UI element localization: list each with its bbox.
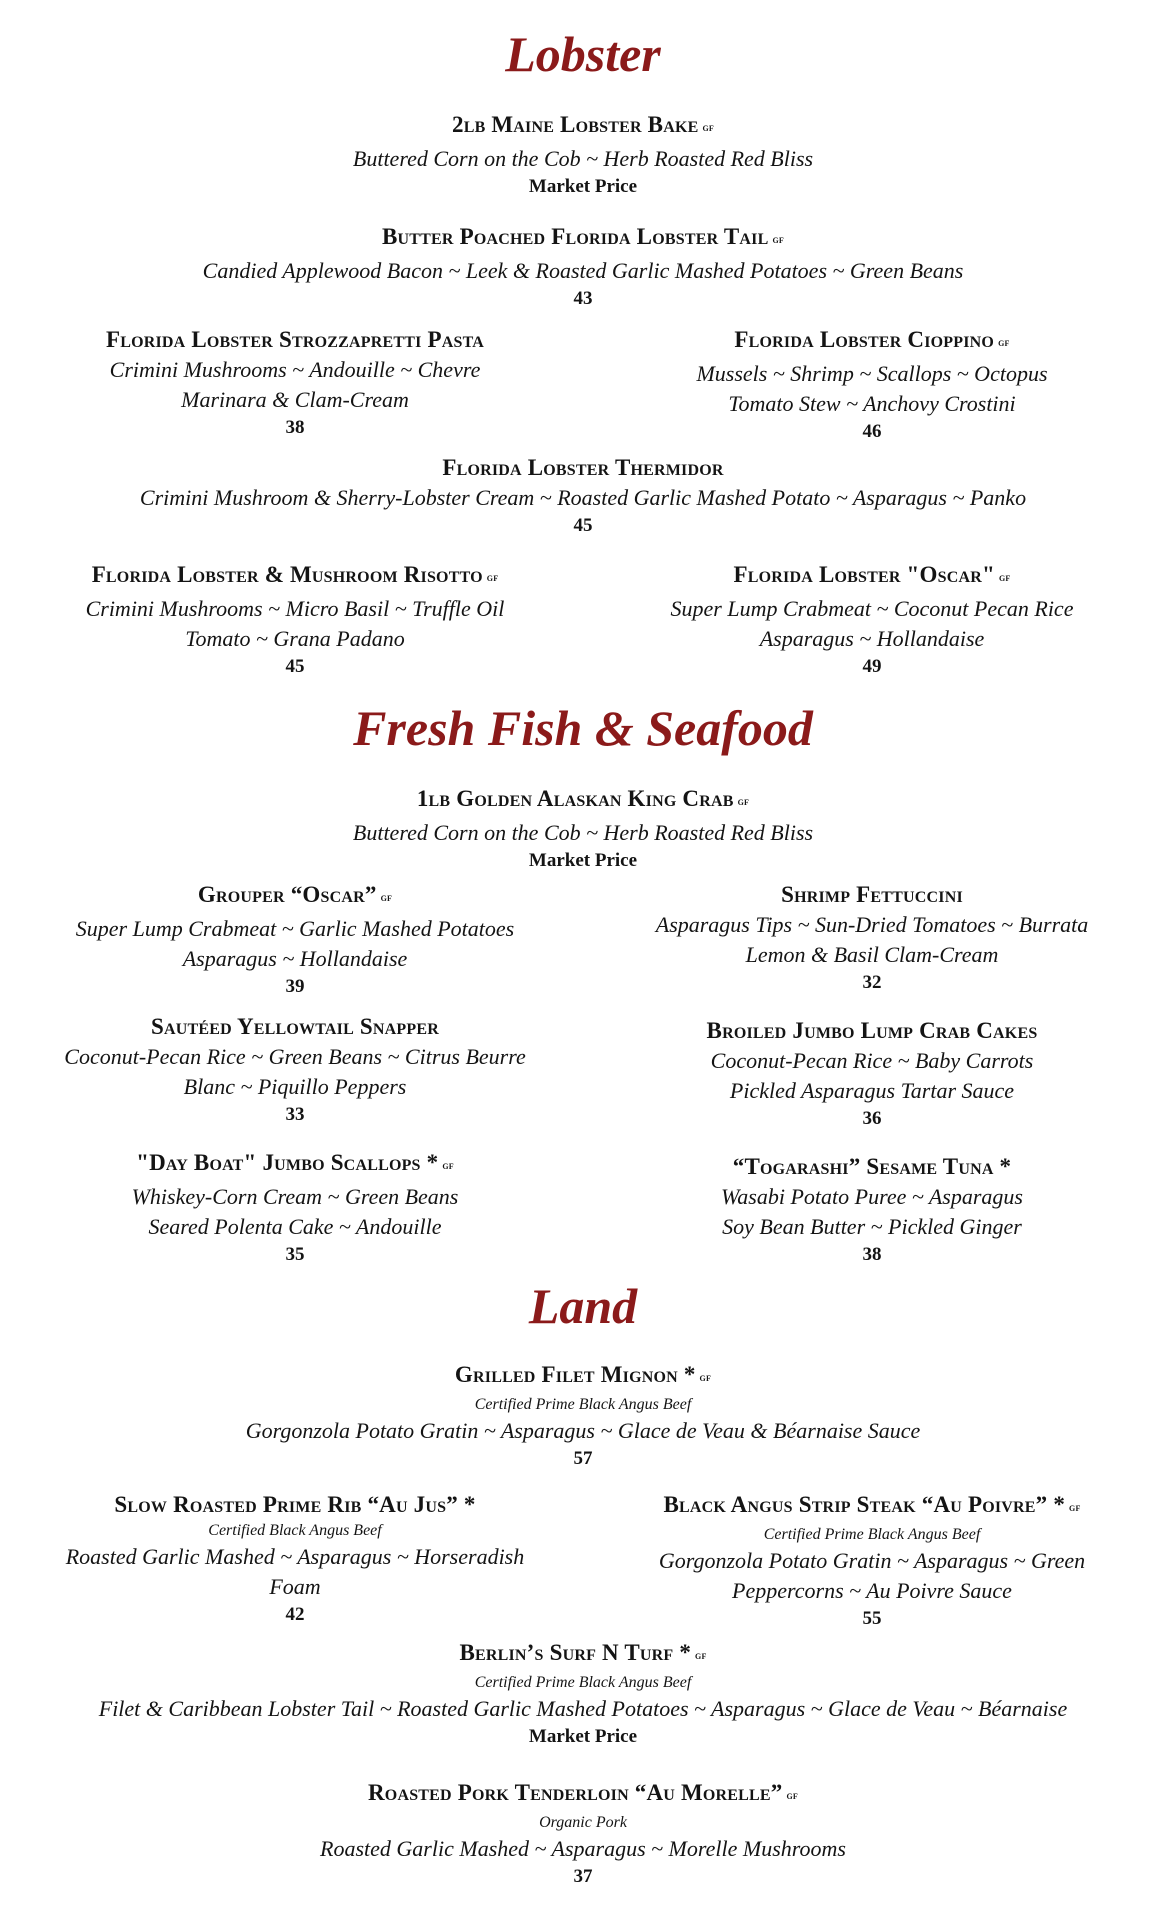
item-name: "Day Boat" Jumbo Scallops * gf (136, 1150, 454, 1175)
item-description: Asparagus ~ Hollandaise (759, 626, 985, 651)
item-price: Market Price (528, 1726, 638, 1747)
menu-item-shrimp-fettuccini (602, 880, 1142, 996)
menu-item-jumbo-scallops (25, 1148, 565, 1268)
item-name: Sautéed Yellowtail Snapper (150, 1014, 439, 1039)
item-description: Crimini Mushroom & Sherry-Lobster Cream ~ Roasted Garlic Mashed Potato ~ Asparagus ~ Panko (139, 485, 1027, 510)
item-description: Roasted Garlic Mashed ~ Asparagus ~ Morelle Mushrooms (320, 1836, 846, 1861)
item-price: 39 (285, 976, 305, 997)
item-subtitle: Certified Prime Black Angus Beef (763, 1526, 981, 1543)
item-price: 46 (862, 421, 882, 442)
item-description: Mussels ~ Shrimp ~ Scallops ~ Octopus (696, 361, 1048, 386)
item-description: Gorgonzola Potato Gratin ~ Asparagus ~ Glace de Veau & Béarnaise Sauce (245, 1418, 921, 1443)
menu-item-strip-steak (602, 1490, 1142, 1632)
item-description: Gorgonzola Potato Gratin ~ Asparagus ~ Green (658, 1548, 1086, 1573)
item-price: 35 (285, 1244, 305, 1265)
item-description: Pickled Asparagus Tartar Sauce (729, 1078, 1015, 1103)
item-price: 55 (862, 1608, 882, 1629)
item-price: 43 (573, 288, 593, 309)
item-name: 1lb Golden Alaskan King Crab gf (416, 786, 750, 811)
item-name: Berlin’s Surf N Turf * gf (459, 1640, 707, 1665)
item-price: 57 (573, 1448, 593, 1469)
gluten-free-tag: gf (786, 1790, 798, 1802)
item-subtitle: Certified Black Angus Beef (208, 1522, 382, 1539)
item-price: 49 (862, 656, 882, 677)
item-name: Butter Poached Florida Lobster Tail gf (382, 224, 784, 249)
section-title-lobster: Lobster (505, 26, 661, 82)
menu-item-lobster-strozzapretti (25, 325, 565, 441)
gluten-free-tag: gf (380, 892, 393, 904)
menu-item-lobster-thermidor (0, 453, 1166, 539)
item-name: Grouper “Oscar” gf (197, 882, 393, 907)
item-price: 32 (862, 972, 882, 993)
menu-item-lobster-oscar (602, 560, 1142, 680)
gluten-free-tag: gf (699, 1372, 712, 1384)
menu-item-lobster-cioppino (602, 325, 1142, 445)
item-description: Tomato Stew ~ Anchovy Crostini (728, 391, 1016, 416)
item-description: Lemon & Basil Clam-Cream (745, 942, 999, 967)
item-name: Florida Lobster & Mushroom Risotto gf (91, 562, 499, 587)
menu-item-butter-poached-lobster-tail (0, 222, 1166, 312)
item-description: Soy Bean Butter ~ Pickled Ginger (722, 1214, 1022, 1239)
item-name: Slow Roasted Prime Rib “Au Jus” * (114, 1492, 476, 1517)
item-description: Super Lump Crabmeat ~ Garlic Mashed Potatoes (75, 916, 515, 941)
gluten-free-tag: gf (702, 122, 714, 134)
gluten-free-tag: gf (1069, 1502, 1081, 1514)
item-name: Florida Lobster Strozzapretti Pasta (105, 327, 485, 352)
item-name: 2lb Maine Lobster Bake gf (452, 112, 714, 137)
gluten-free-tag: gf (772, 234, 784, 246)
menu-item-prime-rib (25, 1490, 565, 1628)
item-price: 45 (285, 656, 305, 677)
item-price: 38 (862, 1244, 882, 1265)
item-price: 42 (285, 1604, 305, 1625)
section-title-land: Land (528, 1278, 638, 1334)
gluten-free-tag: gf (998, 572, 1011, 584)
gluten-free-tag: gf (737, 796, 750, 808)
menu-item-filet-mignon (0, 1360, 1166, 1472)
menu-item-surf-n-turf (0, 1638, 1166, 1750)
item-name: Shrimp Fettuccini (781, 882, 963, 907)
item-price: 36 (862, 1108, 882, 1129)
item-subtitle: Organic Pork (539, 1814, 627, 1831)
item-description: Asparagus ~ Hollandaise (182, 946, 408, 971)
item-description: Buttered Corn on the Cob ~ Herb Roasted Red Bliss (352, 820, 814, 845)
item-price: Market Price (528, 176, 638, 197)
menu-item-sesame-tuna (602, 1152, 1142, 1268)
item-description: Whiskey-Corn Cream ~ Green Beans (131, 1184, 459, 1209)
menu-item-pork-tenderloin (0, 1778, 1166, 1890)
item-description: Foam (269, 1574, 321, 1599)
item-name: Grilled Filet Mignon * gf (454, 1362, 712, 1387)
item-price: 37 (573, 1866, 593, 1887)
menu-item-lobster-mushroom-risotto (25, 560, 565, 680)
menu-item-crab-cakes (602, 1016, 1142, 1132)
item-description: Blanc ~ Piquillo Peppers (183, 1074, 407, 1099)
gluten-free-tag: gf (998, 337, 1010, 349)
item-description: Marinara & Clam-Cream (181, 387, 409, 412)
item-description: Super Lump Crabmeat ~ Coconut Pecan Rice (670, 596, 1074, 621)
menu-item-king-crab (0, 784, 1166, 874)
item-description: Seared Polenta Cake ~ Andouille (148, 1214, 442, 1239)
menu-item-maine-lobster-bake (0, 110, 1166, 200)
item-description: Crimini Mushrooms ~ Andouille ~ Chevre (109, 357, 481, 382)
gluten-free-tag: gf (442, 1160, 454, 1172)
item-description: Coconut-Pecan Rice ~ Green Beans ~ Citrus Beurre (64, 1044, 526, 1069)
item-description: Crimini Mushrooms ~ Micro Basil ~ Truffle Oil (85, 596, 505, 621)
menu-item-yellowtail-snapper (25, 1012, 565, 1128)
item-description: Asparagus Tips ~ Sun-Dried Tomatoes ~ Burrata (655, 912, 1089, 937)
item-name: Roasted Pork Tenderloin “Au Morelle” gf (367, 1780, 798, 1805)
item-subtitle: Certified Prime Black Angus Beef (474, 1396, 692, 1413)
gluten-free-tag: gf (695, 1650, 707, 1662)
item-subtitle: Certified Prime Black Angus Beef (474, 1674, 692, 1691)
gluten-free-tag: gf (486, 572, 499, 584)
item-name: Black Angus Strip Steak “Au Poivre” * gf (663, 1492, 1081, 1517)
section-title-fresh-fish-seafood: Fresh Fish & Seafood (353, 700, 813, 756)
item-name: Broiled Jumbo Lump Crab Cakes (706, 1018, 1038, 1043)
item-description: Wasabi Potato Puree ~ Asparagus (721, 1184, 1023, 1209)
item-price: 38 (285, 417, 305, 438)
item-name: Florida Lobster Cioppino gf (734, 327, 1010, 352)
item-description: Candied Applewood Bacon ~ Leek & Roasted Garlic Mashed Potatoes ~ Green Beans (202, 258, 964, 283)
item-description: Filet & Caribbean Lobster Tail ~ Roasted Garlic Mashed Potatoes ~ Asparagus ~ Glace de Veau ~ Béarnaise (98, 1696, 1068, 1721)
item-name: “Togarashi” Sesame Tuna * (732, 1154, 1012, 1179)
menu-item-grouper-oscar (25, 880, 565, 1000)
item-description: Roasted Garlic Mashed ~ Asparagus ~ Horseradish (65, 1544, 525, 1569)
item-price: 33 (285, 1104, 305, 1125)
item-description: Buttered Corn on the Cob ~ Herb Roasted Red Bliss (352, 146, 814, 171)
item-description: Coconut-Pecan Rice ~ Baby Carrots (710, 1048, 1034, 1073)
item-description: Tomato ~ Grana Padano (185, 626, 405, 651)
item-description: Peppercorns ~ Au Poivre Sauce (732, 1578, 1012, 1603)
item-name: Florida Lobster "Oscar" gf (733, 562, 1011, 587)
item-price: 45 (573, 515, 593, 536)
item-price: Market Price (528, 850, 638, 871)
item-name: Florida Lobster Thermidor (442, 455, 724, 480)
